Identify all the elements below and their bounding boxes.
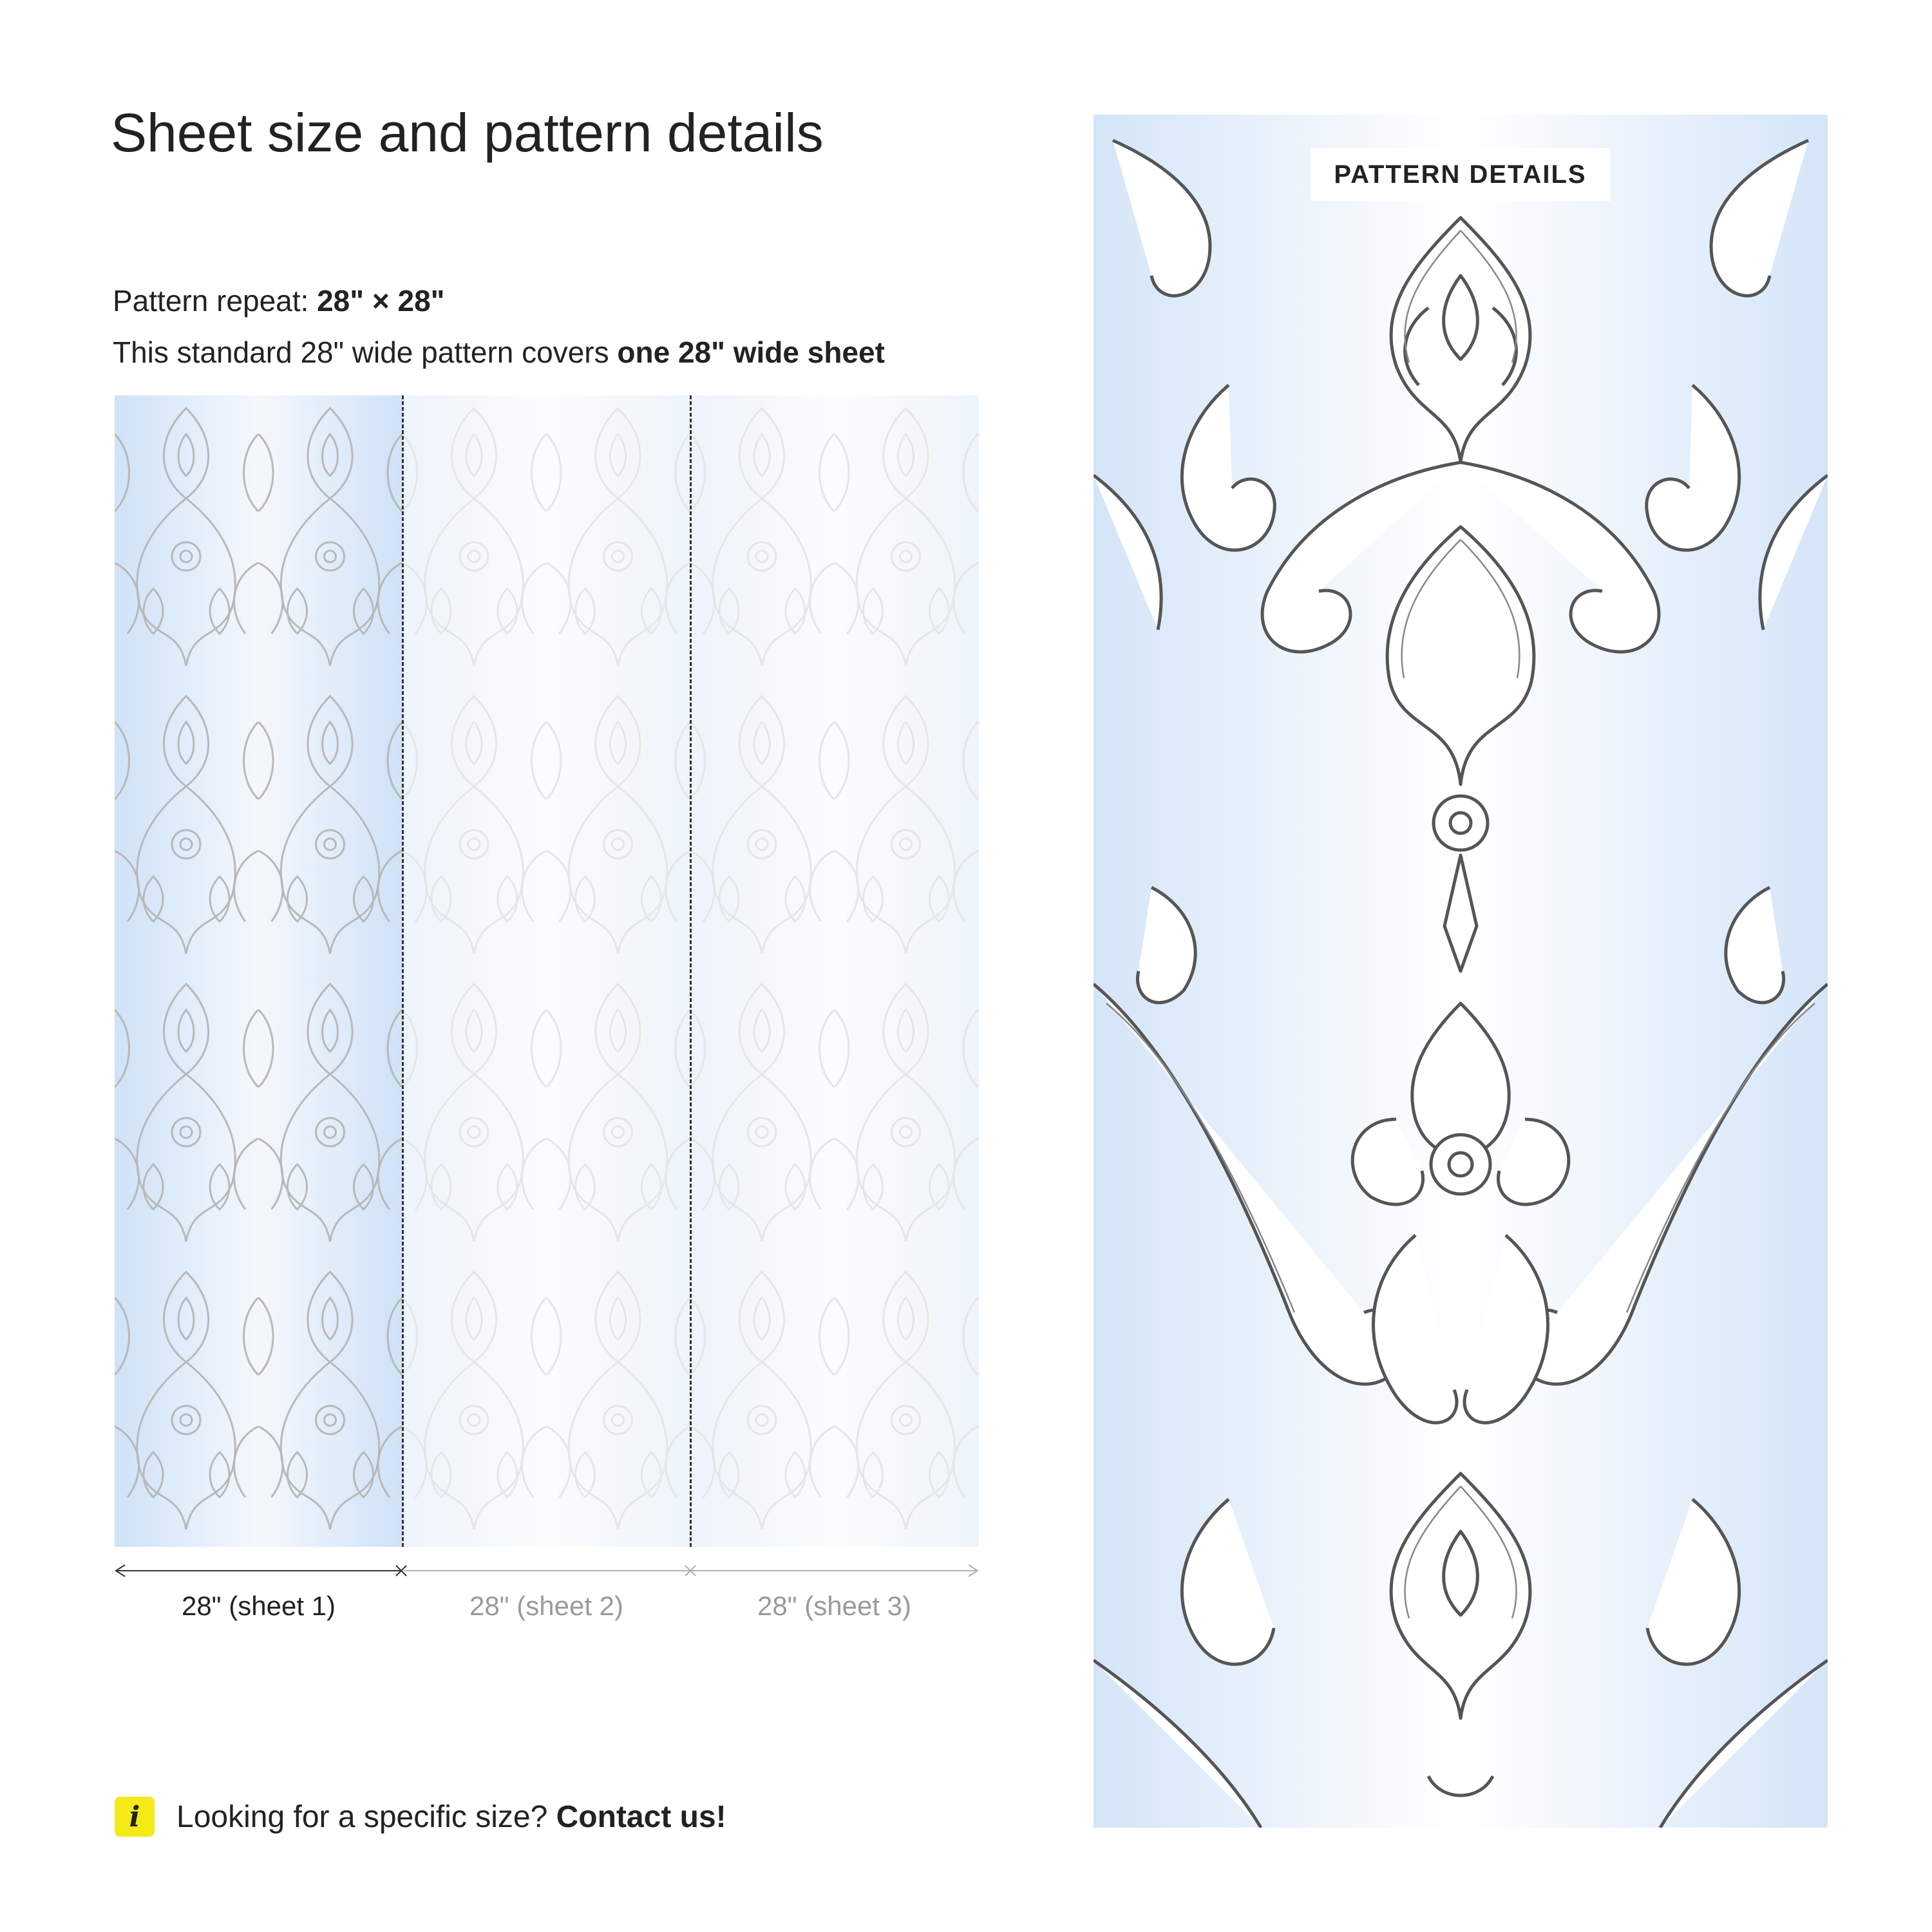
pattern-details-badge: PATTERN DETAILS <box>1311 148 1610 201</box>
pattern-detail-panel <box>1094 115 1828 1828</box>
page-title: Sheet size and pattern details <box>111 102 824 163</box>
contact-us-link[interactable]: Contact us! <box>556 1799 726 1834</box>
sheet-1-pattern <box>115 395 402 1547</box>
sheet-3-label: 28" (sheet 3) <box>757 1591 912 1621</box>
coverage-emphasis: one 28" wide sheet <box>617 336 885 369</box>
sheet-preview <box>115 395 979 1547</box>
coverage-line <box>113 335 885 370</box>
pattern-repeat-value: 28" × 28" <box>317 284 445 317</box>
pattern-repeat-line <box>113 283 444 318</box>
sheet-1-preview <box>115 395 402 1547</box>
sheet-2-preview <box>402 395 690 1547</box>
sheet-3-pattern <box>690 395 979 1547</box>
dimension-arrow-sheet-1 <box>116 1565 406 1577</box>
sheet-3-preview <box>690 395 979 1547</box>
size-contact-note <box>115 1797 726 1837</box>
pattern-detail-image <box>1094 115 1828 1828</box>
dimension-arrow-sheets-2-3 <box>404 1565 978 1577</box>
info-text <box>176 1799 726 1835</box>
sheet-2-pattern <box>402 395 690 1547</box>
sheet-seam-1 <box>402 395 404 1547</box>
coverage-text: This standard 28" wide pattern covers <box>113 336 618 369</box>
sheet-1-label: 28" (sheet 1) <box>181 1591 336 1621</box>
info-icon: i <box>115 1797 155 1837</box>
dimension-arrows <box>115 1561 979 1580</box>
sheet-2-label: 28" (sheet 2) <box>469 1591 624 1621</box>
pattern-repeat-label: Pattern repeat: <box>113 284 317 317</box>
sheet-seam-2 <box>690 395 692 1547</box>
info-question: Looking for a specific size? <box>176 1799 556 1834</box>
